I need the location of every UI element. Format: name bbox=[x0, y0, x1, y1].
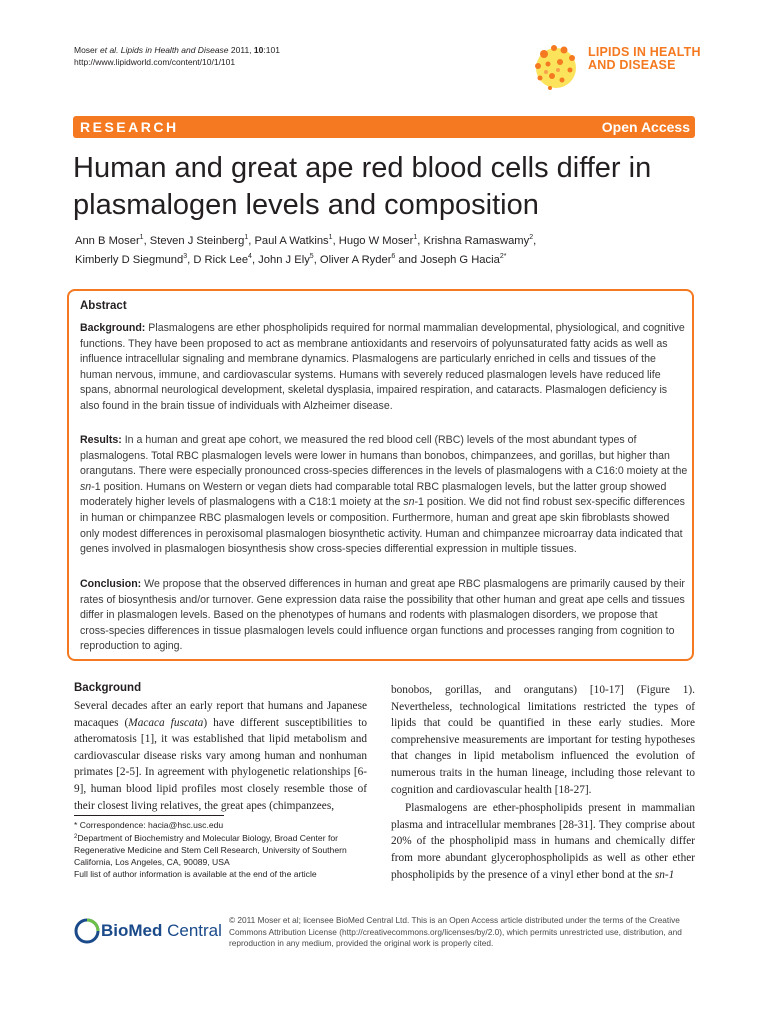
copyright-notice: © 2011 Moser et al; licensee BioMed Central Ltd. This is an Open Access article distributed under the terms of the Creative Commons Attribution License (http://creativecommons.org/licenses/by/2.0), which permits unrestricted use, distribution, and reproduction in any medium, provided the original work is properly cited. bbox=[229, 915, 682, 948]
publisher-name-bold: BioMed bbox=[101, 921, 163, 940]
abstract-results-text: -1 position. Humans on Western or vegan diets had comparable total RBC plasmalogen levels, but the latter group showed moderately higher levels of plasmalogens with a C18:1 moiety at the bbox=[80, 480, 667, 509]
author-name[interactable]: Hugo W Moser bbox=[338, 235, 414, 247]
correspondence: * Correspondence: hacia@hsc.usc.edu bbox=[74, 820, 224, 830]
affiliation-text: Department of Biochemistry and Molecular Biology, Broad Center for Regenerative Medicine and Stem Cell Research, University of Southern California, Los Angeles, CA, 90089, USA bbox=[74, 833, 347, 867]
article-type-label: RESEARCH bbox=[80, 119, 179, 135]
author-name[interactable]: Steven J Steinberg bbox=[149, 235, 245, 247]
body-paragraph: bonobos, gorillas, and orangutans) [10-17] (Figure 1). Nevertheless, technological limitations restricted the types of lipids that could be quantified in these early studies. More comprehensive measurements are important for testing hypotheses that changes in lipid metabolism influenced the evolution of numerous traits in the human lineage, including those relevant to cognition and cardiovascular health [18-27]. bbox=[391, 684, 695, 796]
open-access-label: Open Access bbox=[601, 119, 690, 135]
author-affiliation-sup: 2* bbox=[499, 253, 507, 260]
body-text: Several decades after an early report that humans and Japanese macaques ( bbox=[74, 700, 367, 729]
citation-year: 2011, bbox=[230, 45, 252, 55]
publisher-name-regular: Central bbox=[162, 921, 222, 940]
abstract-conclusion bbox=[80, 577, 688, 655]
body-right-column bbox=[391, 682, 695, 883]
author-separator: , bbox=[248, 235, 255, 247]
author-separator: , bbox=[143, 235, 150, 247]
author-name[interactable]: D Rick Lee bbox=[193, 254, 249, 266]
author-affiliation-sup: 1 bbox=[244, 234, 249, 241]
body-paragraph bbox=[391, 800, 695, 883]
journal-logo-text bbox=[588, 46, 701, 72]
abstract-background-text: Plasmalogens are ether phospholipids required for normal mammalian developmental, physiological, and cognitive functions. They have been proposed to act as membrane antioxidants and reservoirs of polyunsaturated fatty acids as well as influence intracellular signaling and membrane dynamics. Plasmalogens are particularly enriched in cells and tissues of the human nervous, immune, and cardiovascular systems. Humans with severely reduced plasmalogen levels have reduced life spans, abnormal neurological development, skeletal dysplasia, impaired respiration, and cataracts. Plasmalogen deficiency is also found in the brain tissue of individuals with Alzheimer disease. bbox=[80, 322, 685, 412]
author-name[interactable]: Kimberly D Siegmund bbox=[75, 254, 184, 266]
sn-italic: sn-1 bbox=[654, 868, 675, 881]
article-url[interactable]: http://www.lipidworld.com/content/10/1/101 bbox=[74, 57, 236, 67]
author-separator: and bbox=[395, 254, 421, 266]
author-affiliation-sup: 6 bbox=[391, 253, 396, 260]
citation-volume: 10 bbox=[253, 45, 264, 55]
citation-article: :101 bbox=[263, 45, 280, 55]
body-text: Plasmalogens are ether-phospholipids present in mammalian plasma and intracellular membranes [28-31]. They comprise about 20% of the phospholipid mass in humans and chemically differ from more abundant glycerophospholipids as well as other ether phospholipids by the presence of a vinyl ether bond at the bbox=[391, 802, 695, 881]
author-separator: , bbox=[417, 235, 424, 247]
abstract-background-label: Background: bbox=[80, 322, 146, 334]
body-left-column bbox=[74, 698, 367, 814]
biomed-central-logo-icon bbox=[74, 918, 100, 944]
author-affiliation-sup: 4 bbox=[248, 253, 252, 260]
background-heading: Background bbox=[74, 682, 142, 694]
abstract-heading: Abstract bbox=[80, 300, 127, 312]
author-name[interactable]: Krishna Ramaswamy bbox=[423, 235, 530, 247]
sn-italic: sn bbox=[403, 496, 415, 509]
abstract-results-text: -1 position. We did not find robust sex-specific differences in human or chimpanzee RBC plasmalogen levels or composition. Furthermore, human and great ape skin fibroblasts showed only modest differences in peroxisomal plasmalogen biosynthetic activity. Human and chimpanzee microarray data indicated that genes involved in plasmalogen biosynthesis show cross-species differential expression in multiple tissues. bbox=[80, 496, 685, 556]
author-name[interactable]: John J Ely bbox=[258, 254, 310, 266]
species-name: Macaca fuscata bbox=[128, 716, 204, 729]
author-affiliation-sup: 1 bbox=[328, 234, 333, 241]
author-affiliation-sup: 1 bbox=[139, 234, 144, 241]
citation-author: Moser bbox=[74, 45, 98, 55]
author-separator: , bbox=[251, 254, 259, 266]
author-separator: , bbox=[187, 254, 194, 266]
author-affiliation-sup: 1 bbox=[413, 234, 418, 241]
body-paragraph bbox=[74, 698, 367, 814]
affiliation bbox=[74, 831, 369, 868]
citation-header bbox=[74, 44, 280, 68]
citation-line bbox=[74, 44, 280, 56]
abstract-background bbox=[80, 321, 688, 415]
author-name[interactable]: Ann B Moser bbox=[75, 235, 140, 247]
journal-logo-line1: LIPIDS IN HEALTH bbox=[588, 45, 701, 59]
affiliation-sup: 2 bbox=[74, 834, 78, 840]
abstract-results bbox=[80, 433, 688, 558]
author-affiliation-sup: 5 bbox=[309, 253, 314, 260]
abstract-results-label: Results: bbox=[80, 434, 122, 446]
author-affiliation-sup: 2 bbox=[529, 234, 534, 241]
abstract-conclusion-label: Conclusion: bbox=[80, 578, 142, 590]
author-name[interactable]: Oliver A Ryder bbox=[319, 254, 392, 266]
author-affiliation-sup: 3 bbox=[183, 253, 188, 260]
journal-logo-line2: AND DISEASE bbox=[588, 58, 676, 72]
abstract-results-text: In a human and great ape cohort, we measured the red blood cell (RBC) levels of the most abundant types of plasmalogens. Total RBC plasmalogen levels were lower in humans than bonobos, chimpanzees, and gorillas, but higher than orangutans. There were especially pronounced cross-species differences in the levels of plasmalogens with a C16:0 moiety at the bbox=[80, 434, 688, 478]
author-separator: , bbox=[332, 235, 339, 247]
footnote-divider bbox=[74, 815, 224, 816]
author-separator: , bbox=[533, 235, 537, 247]
article-title: Human and great ape red blood cells differ in plasmalogen levels and composition bbox=[73, 152, 652, 221]
author-separator: , bbox=[313, 254, 320, 266]
body-text: ) have different susceptibilities to atheromatosis [1], it was established that lipid metabolism and cardiovascular disease risks vary among human and nonhuman primates [2-5]. In agreement with phylogenetic relationships [6-9], human blood lipid profiles most closely resemble those of their closest living relatives, the great apes (chimpanzees, bbox=[74, 716, 367, 812]
author-name[interactable]: Paul A Watkins bbox=[254, 235, 329, 247]
footnotes bbox=[74, 819, 369, 880]
journal-logo-icon bbox=[528, 40, 584, 96]
abstract-conclusion-text: We propose that the observed differences in human and great ape RBC plasmalogens are primarily caused by their rates of biosynthesis and/or turnover. Gene expression data raise the possibility that other human and great ape cells and tissues differ in plasmalogen levels. Based on the phenotypes of humans and rodents with plasmalogen disorders, we propose that cross-species differences in tissue plasmalogen levels could influence organ functions and processes ranging from cognition to reproduction to aging. bbox=[80, 578, 685, 653]
author-info-note: Full list of author information is available at the end of the article bbox=[74, 869, 317, 879]
biomed-central-wordmark bbox=[101, 921, 222, 941]
citation-journal: et al. Lipids in Health and Disease bbox=[100, 45, 229, 55]
author-list bbox=[75, 232, 695, 270]
author-name[interactable]: Joseph G Hacia bbox=[420, 254, 500, 266]
sn-italic: sn bbox=[80, 480, 92, 493]
